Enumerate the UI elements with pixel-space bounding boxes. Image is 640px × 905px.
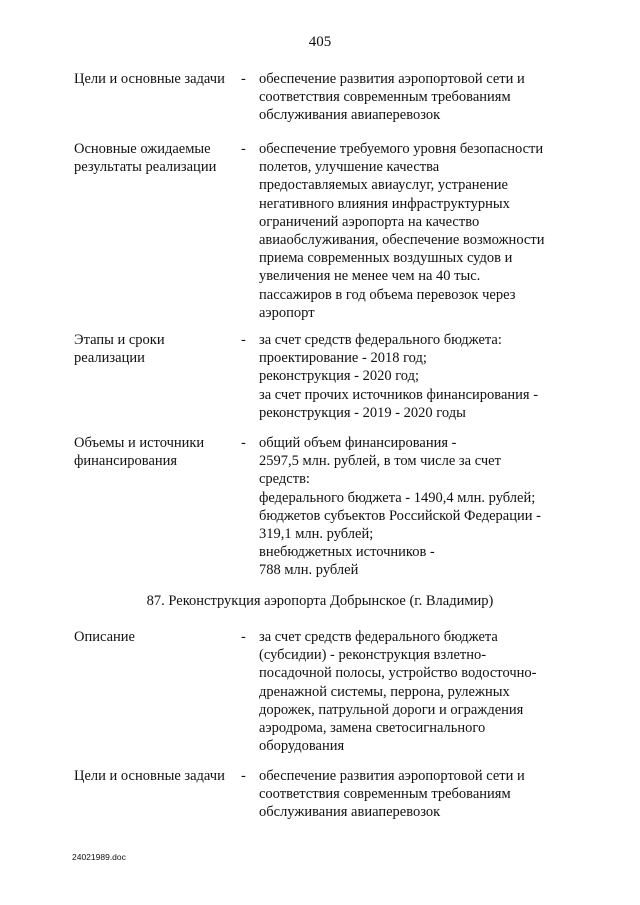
- value-line: 2597,5 млн. рублей, в том числе за счет: [259, 453, 501, 470]
- value-line: авиаобслуживания, обеспечение возможности: [259, 232, 545, 249]
- value-line: реконструкция - 2020 год;: [259, 368, 420, 385]
- row-label: [74, 628, 244, 646]
- label-line: Объемы и источники: [74, 435, 205, 451]
- row-dash: -: [241, 141, 246, 157]
- value-line: аэропорт: [259, 304, 315, 321]
- value-line: обеспечение развития аэропортовой сети и: [259, 768, 525, 784]
- row-value: [259, 628, 564, 755]
- value-line: бюджетов субъектов Российской Федерации -: [259, 507, 541, 524]
- row-value: [259, 331, 564, 422]
- value-line: негативного влияния инфраструктурных: [259, 195, 510, 212]
- value-line: оборудования: [259, 738, 345, 755]
- value-line: 319,1 млн. рублей;: [259, 526, 374, 543]
- value-line: соответствия современным требованиям: [259, 89, 511, 106]
- label-line: финансирования: [74, 453, 178, 470]
- row-value: [259, 70, 564, 125]
- row-label: [74, 140, 244, 176]
- value-line: за счет прочих источников финансирования -: [259, 386, 539, 403]
- value-line: приема современных воздушных судов и: [259, 250, 513, 267]
- row-label: [74, 70, 244, 88]
- row-dash: -: [241, 768, 246, 784]
- value-line: общий объем финансирования -: [259, 435, 457, 451]
- value-line: ограничений аэропорта на качество: [259, 213, 480, 230]
- label-line: Описание: [74, 629, 135, 645]
- label-line: Этапы и сроки: [74, 332, 165, 348]
- value-line: дорожек, патрульной дороги и ограждения: [259, 701, 524, 718]
- label-line: результаты реализации: [74, 159, 217, 176]
- value-line: аэродрома, замена светосигнального: [259, 720, 486, 737]
- value-line: федерального бюджета - 1490,4 млн. рублей;: [259, 489, 536, 506]
- value-line: обеспечение развития аэропортовой сети и: [259, 71, 525, 87]
- value-line: увеличения не менее чем на 40 тыс.: [259, 268, 481, 285]
- label-line: Цели и основные задачи: [74, 768, 225, 784]
- value-line: пассажиров в год объема перевозок через: [259, 286, 516, 303]
- value-line: средств:: [259, 471, 310, 488]
- value-line: соответствия современным требованиям: [259, 786, 511, 803]
- page-number: 405: [308, 34, 332, 50]
- document-filename: 24021989.doc: [72, 852, 126, 862]
- section-heading: 87. Реконструкция аэропорта Добрынское (г. Владимир): [146, 593, 494, 609]
- row-value: [259, 434, 564, 580]
- row-dash: -: [241, 332, 246, 348]
- value-line: обслуживания авиаперевозок: [259, 804, 441, 821]
- value-line: за счет средств федерального бюджета:: [259, 332, 502, 348]
- label-line: Цели и основные задачи: [74, 71, 225, 87]
- value-line: полетов, улучшение качества: [259, 159, 440, 176]
- value-line: за счет средств федерального бюджета: [259, 629, 498, 645]
- label-line: реализации: [74, 350, 145, 367]
- value-line: 788 млн. рублей: [259, 562, 359, 579]
- value-line: внебюджетных источников -: [259, 544, 435, 561]
- value-line: обслуживания авиаперевозок: [259, 107, 441, 124]
- value-line: дренажной системы, перрона, рулежных: [259, 683, 510, 700]
- value-line: (субсидии) - реконструкция взлетно-: [259, 647, 487, 664]
- row-value: [259, 767, 564, 822]
- row-dash: -: [241, 435, 246, 451]
- value-line: посадочной полосы, устройство водосточно-: [259, 665, 537, 682]
- row-dash: -: [241, 629, 246, 645]
- value-line: обеспечение требуемого уровня безопасности: [259, 141, 544, 157]
- row-dash: -: [241, 71, 246, 87]
- value-line: проектирование - 2018 год;: [259, 350, 427, 367]
- row-label: [74, 434, 244, 470]
- row-label: [74, 331, 244, 367]
- row-label: [74, 767, 244, 785]
- value-line: предоставляемых авиауслуг, устранение: [259, 177, 508, 194]
- row-value: [259, 140, 564, 322]
- value-line: реконструкция - 2019 - 2020 годы: [259, 404, 466, 421]
- label-line: Основные ожидаемые: [74, 141, 211, 157]
